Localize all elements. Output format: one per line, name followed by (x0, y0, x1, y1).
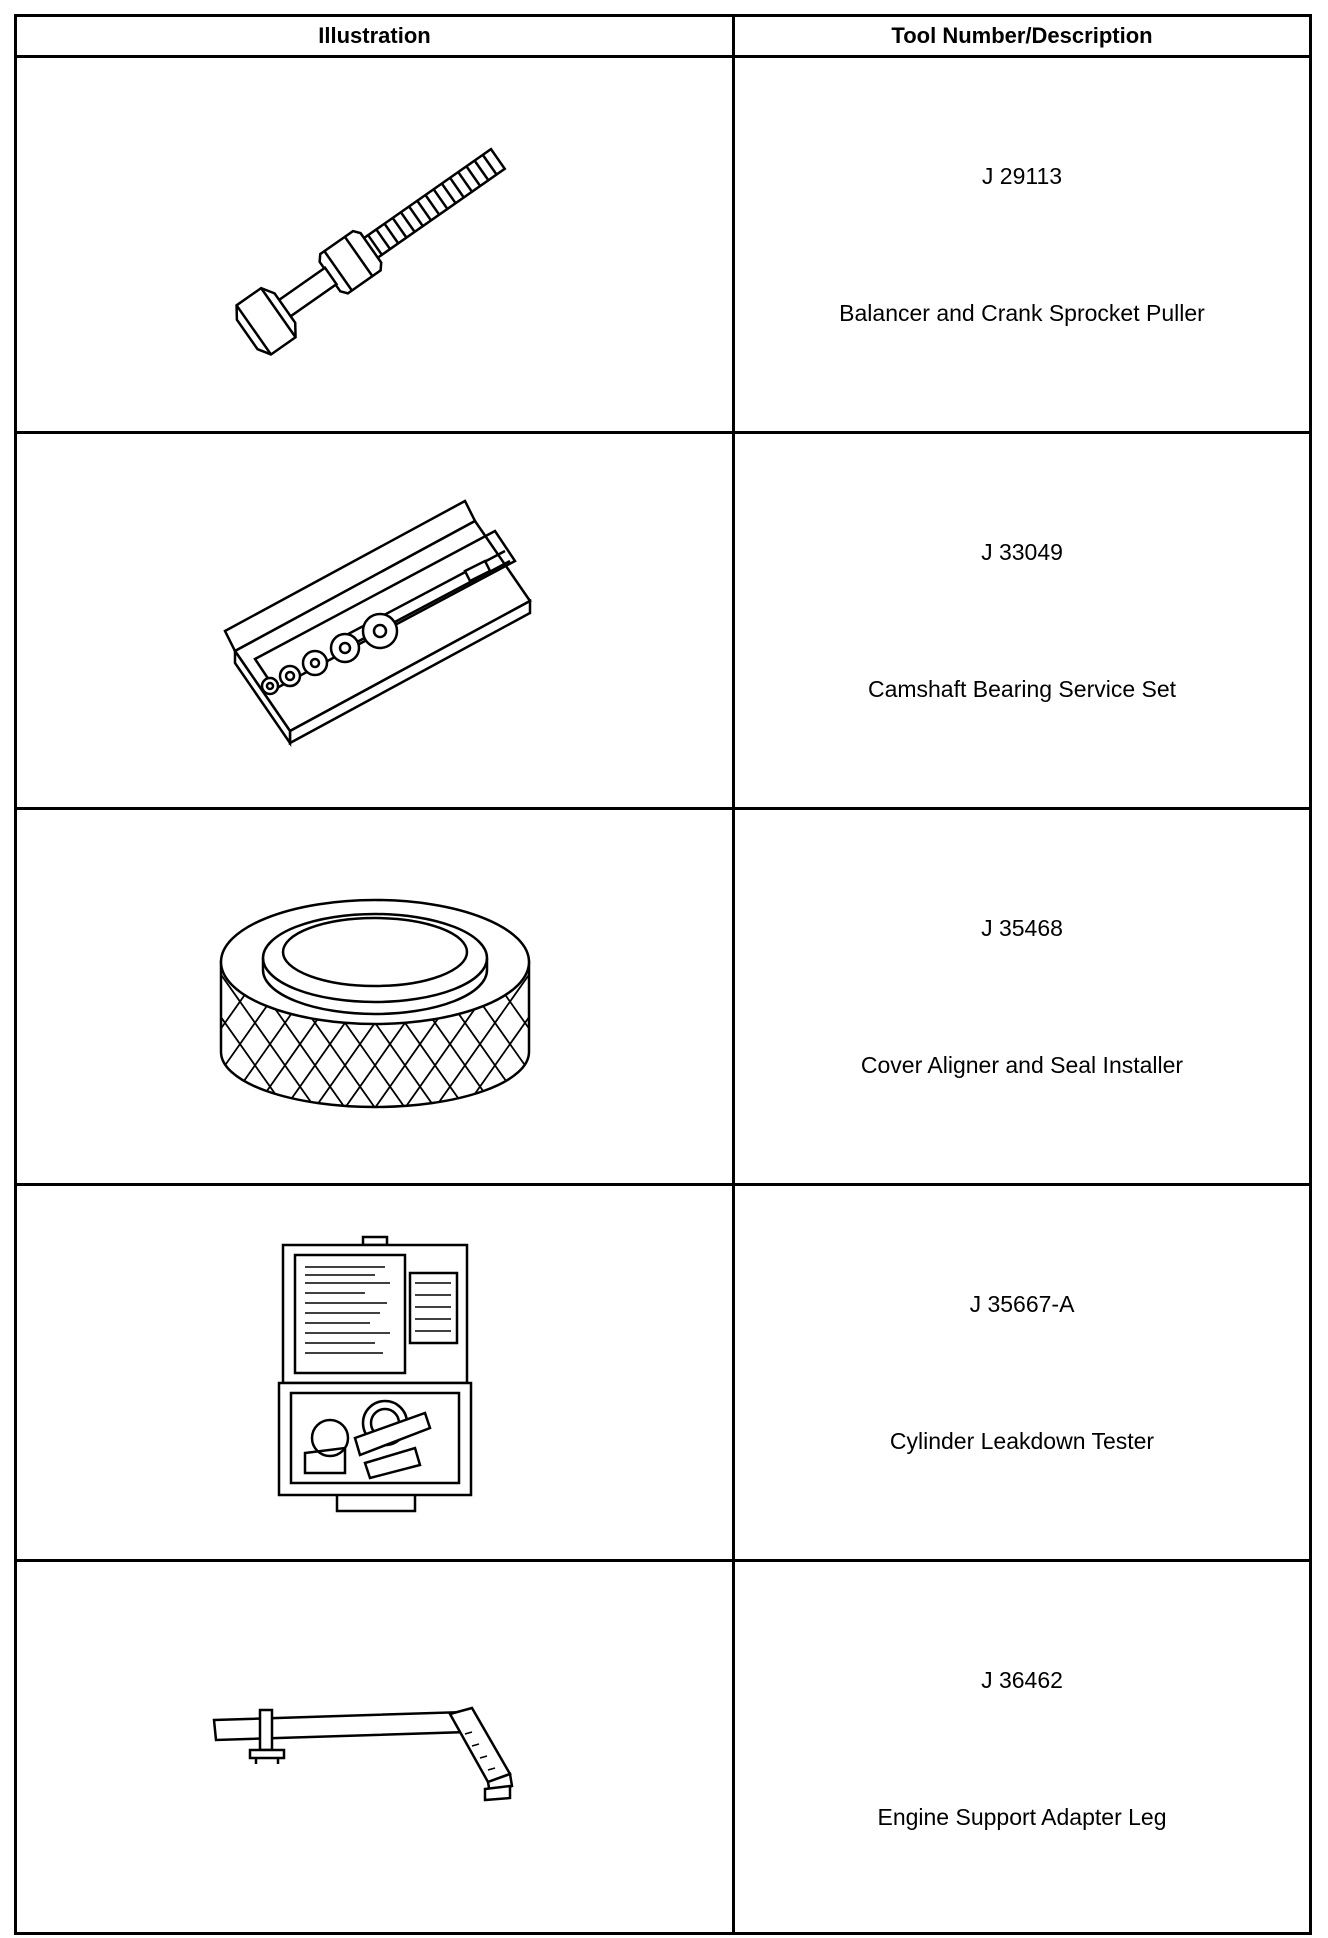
table-row (17, 58, 1309, 434)
illustration-cell (17, 434, 732, 807)
leakdown-tester-case-icon (275, 1233, 475, 1513)
tool-number: J 29113 (981, 163, 1063, 189)
tool-description: Camshaft Bearing Service Set (867, 676, 1177, 702)
tool-number: J 35468 (981, 915, 1063, 941)
illustration-cell (17, 1186, 732, 1559)
illustration-cell (17, 810, 732, 1183)
tool-number: J 36462 (981, 1667, 1063, 1693)
tool-cell (735, 810, 1309, 1183)
tool-cell (735, 434, 1309, 807)
knurled-installer-icon (215, 872, 535, 1122)
table-row (17, 434, 1309, 810)
puller-bolt-icon (215, 135, 535, 355)
table-header-row (17, 17, 1309, 58)
table-row (17, 810, 1309, 1186)
header-tool-number-description: Tool Number/Description (891, 23, 1153, 48)
table-row (17, 1562, 1309, 1935)
tool-cell (735, 58, 1309, 431)
illustration-cell (17, 58, 732, 431)
tool-description: Engine Support Adapter Leg (877, 1804, 1167, 1830)
tool-cell (735, 1562, 1309, 1935)
tool-description: Balancer and Crank Sprocket Puller (839, 300, 1205, 326)
table-row (17, 1186, 1309, 1562)
bearing-set-case-icon (215, 491, 535, 751)
tool-number: J 33049 (981, 539, 1063, 565)
tool-number: J 35667-A (969, 1291, 1075, 1317)
tool-description: Cylinder Leakdown Tester (889, 1428, 1155, 1454)
header-illustration: Illustration (318, 23, 431, 48)
tool-cell (735, 1186, 1309, 1559)
illustration-cell (17, 1562, 732, 1935)
adapter-leg-icon (210, 1694, 540, 1804)
tool-description: Cover Aligner and Seal Installer (860, 1052, 1184, 1078)
tool-table (14, 14, 1312, 1935)
